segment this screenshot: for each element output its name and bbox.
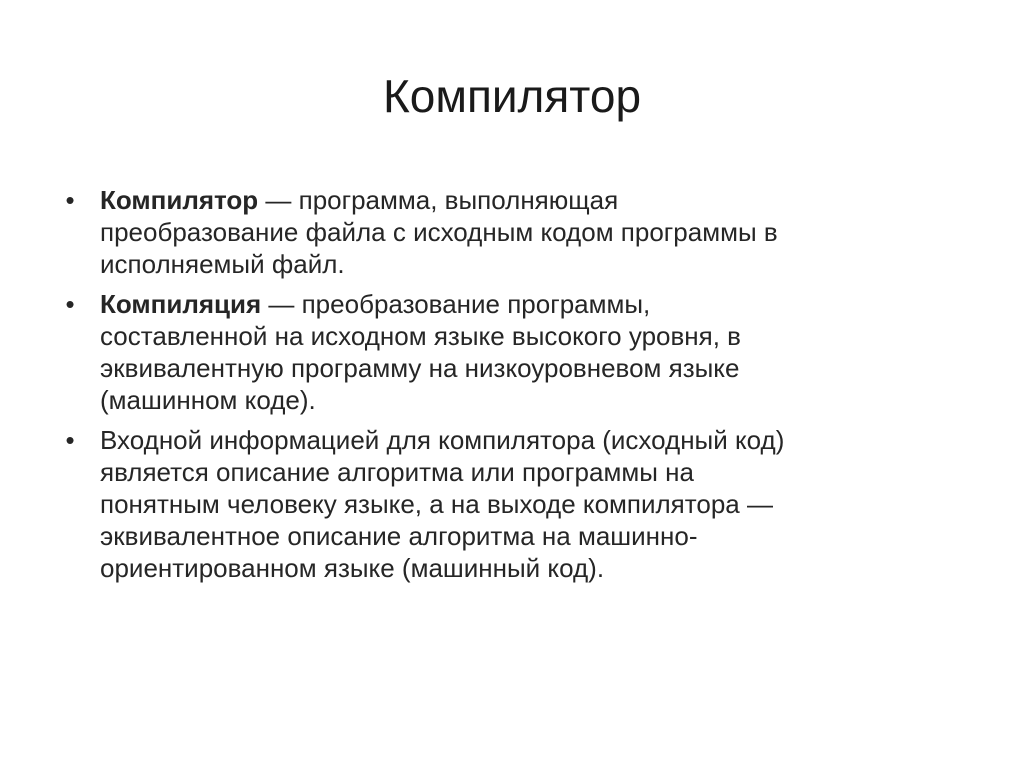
bullet-line: Входной информацией для компилятора (исходный код)	[100, 425, 785, 455]
bullet-line: является описание алгоритма или программы на	[100, 457, 694, 487]
bullet-line: исполняемый файл.	[100, 249, 345, 279]
bullet-text: — программа, выполняющая	[258, 185, 619, 215]
bullet-line: эквивалентную программу на низкоуровневом языке	[100, 353, 740, 383]
bullet-item-compilation	[60, 288, 970, 416]
bullet-line: преобразование файла с исходным кодом программы в	[100, 217, 778, 247]
bullet-line: понятным человеку языке, а на выходе компилятора —	[100, 489, 773, 519]
bullet-line: эквивалентное описание алгоритма на машинно-	[100, 521, 698, 551]
bullet-line: ориентированном языке (машинный код).	[100, 553, 605, 583]
bullet-line	[100, 288, 970, 320]
bullet-marker: •	[65, 185, 75, 215]
bullet-marker: •	[65, 425, 75, 455]
bullet-list	[60, 184, 970, 592]
bullet-term: Компилятор	[100, 185, 259, 215]
bullet-item-compiler	[60, 184, 970, 280]
bullet-line: (машинном коде).	[100, 385, 316, 415]
slide-title: Компилятор	[382, 70, 642, 122]
bullet-item-input-output	[60, 424, 970, 584]
bullet-term: Компиляция	[100, 289, 262, 319]
bullet-marker: •	[65, 289, 75, 319]
bullet-line	[100, 184, 970, 216]
bullet-line: составленной на исходном языке высокого уровня, в	[100, 321, 741, 351]
bullet-text: — преобразование программы,	[261, 289, 651, 319]
